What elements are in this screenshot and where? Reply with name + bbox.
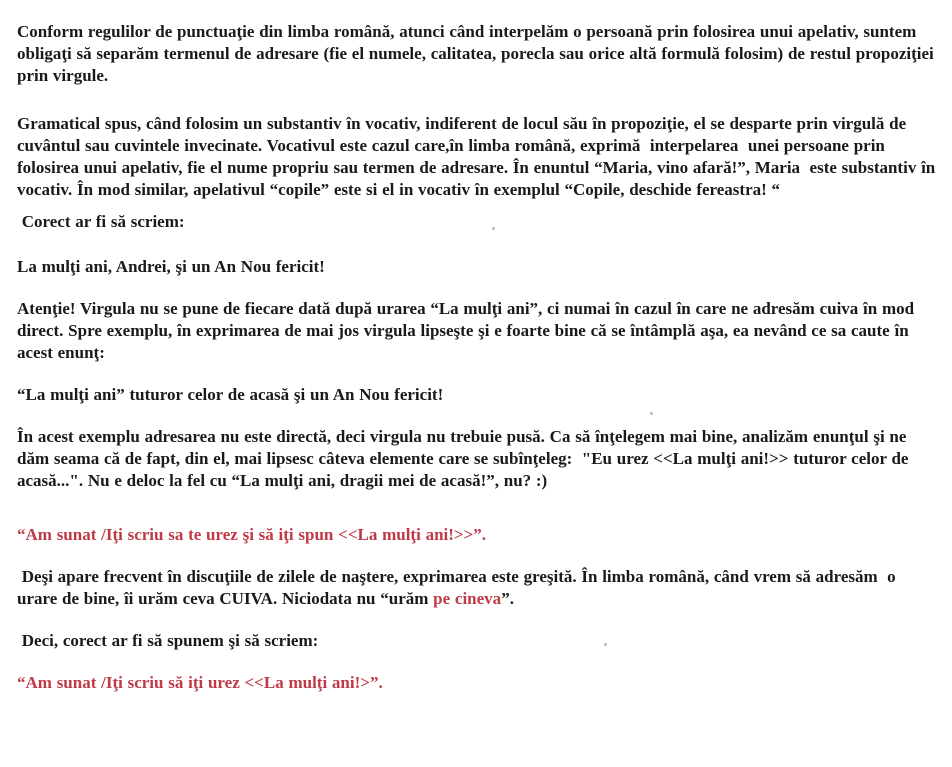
red-text-segment: pe cineva — [433, 589, 502, 608]
text-segment: Corect ar fi să scriem: — [17, 212, 185, 231]
scan-artifact-dot — [492, 227, 495, 230]
text-segment: Deci, corect ar fi să spunem şi să scriem: — [17, 631, 319, 650]
scan-artifact-dot — [650, 412, 653, 415]
correct-example-red-line — [17, 672, 938, 694]
document-body — [17, 21, 938, 694]
grammar-paragraph — [17, 113, 938, 201]
correct-example-line — [17, 256, 938, 278]
no-comma-example-line — [17, 384, 938, 406]
text-segment: ”. — [501, 589, 514, 608]
conclusion-intro-line — [17, 630, 938, 652]
wrong-usage-explanation — [17, 566, 938, 610]
intro-paragraph — [17, 21, 938, 87]
attention-paragraph — [17, 298, 938, 364]
red-text-segment: “Am sunat /Iţi scriu să iţi urez <<La mulţi ani!>”. — [17, 673, 383, 692]
scan-artifact-dot — [604, 643, 607, 646]
correct-intro-line — [17, 211, 938, 233]
text-segment: Gramatical spus, când folosim un substantiv în vocativ, indiferent de locul său în propoziţie, el se desparte prin virgulă de cuvântul sau cuvintele invecinate. Vocativul este cazul care,în limba română, exprimă interpelarea unei persoane prin folosirea unui apelativ, fie el nume propriu sau termen de adresare. În enuntul “Maria, vino afară!”, Maria este substantiv în vocativ. În mod similar, apelativul “copile” este si el in vocativ în exemplul “Copile, deschide fereastra! “ — [17, 114, 940, 199]
text-segment: În acest exemplu adresarea nu este directă, deci virgula nu trebuie pusă. Ca să înţelegem mai bine, analizăm enunţul şi ne dăm seama că de fapt, din el, mai lipsesc câteva elemente care se subînţeleg: "Eu urez <<La mulţi ani!>> tuturor celor de acasă...". Nu e deloc la fel cu “La mulţi ani, dragii mei de acasă!”, nu? :) — [17, 427, 914, 490]
text-segment: “La mulţi ani” tuturor celor de acasă şi un An Nou fericit! — [17, 385, 444, 404]
text-segment: Atenţie! Virgula nu se pune de fiecare dată după urarea “La mulţi ani”, ci numai în cazul în care ne adresăm cuiva în mod direct. Spre exemplu, în exprimarea de mai jos virgula lipseşte şi e foarte bine că se întâmplă aşa, ea nevând ce sa caute în acest enunţ: — [17, 299, 919, 362]
text-segment: La mulţi ani, Andrei, şi un An Nou fericit! — [17, 257, 325, 276]
text-segment: Conform regulilor de punctuaţie din limba română, atunci când interpelăm o persoană prin folosirea unui apelativ, suntem obligaţi să separăm termenul de adresare (fie el numele, calitatea, porecla sau orice altă formulă folosim) de restul propoziţiei prin virgule. — [17, 22, 939, 85]
wrong-example-red-line — [17, 524, 938, 546]
explanation-paragraph — [17, 426, 938, 492]
text-segment: Deşi apare frecvent în discuţiile de zilele de naştere, exprimarea este greşită. În limba română, când vrem să adresăm o urare de bine, îi urăm ceva CUIVA. Niciodata nu “urăm — [17, 567, 901, 608]
red-text-segment: “Am sunat /Iţi scriu sa te urez şi să iţi spun <<La mulţi ani!>>”. — [17, 525, 487, 544]
